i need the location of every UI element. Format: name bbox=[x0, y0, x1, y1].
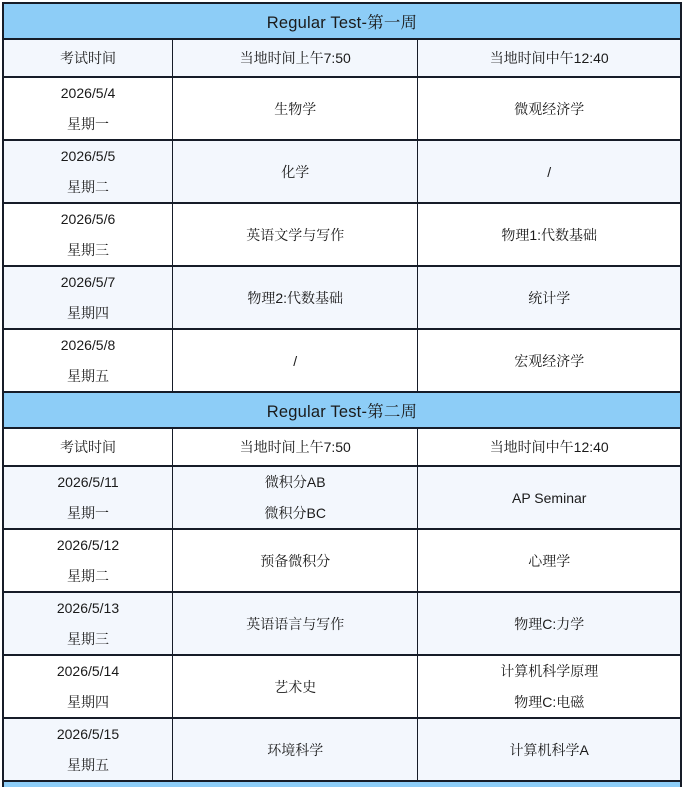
subject: 物理C:力学 bbox=[514, 615, 585, 632]
subject: 物理1:代数基础 bbox=[501, 226, 598, 243]
noon-exam-cell bbox=[418, 655, 681, 718]
subject: AP Seminar bbox=[511, 489, 587, 506]
header-noon-time: 当地时间中午12:40 bbox=[418, 428, 681, 466]
section-title-week1: Regular Test-第一周 bbox=[3, 3, 681, 39]
subject: 艺术史 bbox=[274, 678, 317, 695]
morning-exam-cell bbox=[173, 329, 418, 392]
table-row bbox=[3, 529, 681, 592]
noon-exam-cell bbox=[418, 592, 681, 655]
exam-weekday: 星期四 bbox=[67, 305, 109, 321]
header-row-week1 bbox=[3, 39, 681, 77]
morning-exam-cell bbox=[173, 592, 418, 655]
subject: 环境科学 bbox=[267, 741, 324, 758]
exam-weekday: 星期五 bbox=[67, 757, 109, 773]
header-exam-time: 考试时间 bbox=[3, 428, 173, 466]
header-noon-time: 当地时间中午12:40 bbox=[418, 39, 681, 77]
noon-exam-cell bbox=[418, 718, 681, 781]
subject: 心理学 bbox=[528, 552, 571, 569]
exam-date: 2026/5/8 bbox=[60, 337, 116, 353]
subject: 物理2:代数基础 bbox=[247, 289, 344, 306]
exam-date-cell bbox=[3, 77, 173, 140]
exam-weekday: 星期四 bbox=[67, 694, 109, 710]
table-row bbox=[3, 718, 681, 781]
noon-exam-cell bbox=[418, 140, 681, 203]
header-exam-time: 考试时间 bbox=[3, 39, 173, 77]
exam-date: 2026/5/11 bbox=[57, 474, 119, 490]
morning-exam-cell bbox=[173, 466, 418, 529]
exam-date-cell bbox=[3, 266, 173, 329]
exam-weekday: 星期五 bbox=[67, 368, 109, 384]
morning-exam-cell bbox=[173, 266, 418, 329]
table-row bbox=[3, 329, 681, 392]
table-row bbox=[3, 140, 681, 203]
exam-weekday: 星期二 bbox=[67, 179, 109, 195]
table-row bbox=[3, 266, 681, 329]
subject: 预备微积分 bbox=[260, 552, 331, 569]
exam-date: 2026/5/6 bbox=[60, 211, 116, 227]
morning-exam-cell bbox=[173, 718, 418, 781]
exam-date-cell bbox=[3, 466, 173, 529]
section-title-week2: Regular Test-第二周 bbox=[3, 392, 681, 428]
exam-date: 2026/5/4 bbox=[60, 85, 116, 101]
subject: 微积分AB bbox=[264, 474, 326, 490]
morning-exam-cell bbox=[173, 140, 418, 203]
subject: 微积分BC bbox=[264, 505, 326, 521]
exam-weekday: 星期一 bbox=[67, 116, 109, 132]
subject: 宏观经济学 bbox=[514, 352, 585, 369]
exam-weekday: 星期三 bbox=[67, 631, 109, 647]
noon-exam-cell bbox=[418, 203, 681, 266]
exam-date-cell bbox=[3, 592, 173, 655]
subject: 物理C:电磁 bbox=[514, 694, 585, 710]
subject: 英语语言与写作 bbox=[246, 615, 345, 632]
morning-exam-cell bbox=[173, 655, 418, 718]
next-section-title-peek bbox=[2, 782, 682, 787]
exam-date-cell bbox=[3, 203, 173, 266]
exam-weekday: 星期三 bbox=[67, 242, 109, 258]
table-row bbox=[3, 655, 681, 718]
exam-date: 2026/5/15 bbox=[56, 726, 120, 742]
exam-schedule-table bbox=[2, 2, 682, 782]
subject: 生物学 bbox=[274, 100, 317, 117]
noon-exam-cell bbox=[418, 329, 681, 392]
exam-date: 2026/5/7 bbox=[60, 274, 116, 290]
exam-date: 2026/5/5 bbox=[60, 148, 116, 164]
subject: / bbox=[547, 163, 552, 180]
exam-weekday: 星期一 bbox=[67, 505, 109, 521]
exam-date: 2026/5/12 bbox=[56, 537, 120, 553]
subject: 统计学 bbox=[528, 289, 571, 306]
noon-exam-cell bbox=[418, 529, 681, 592]
exam-date: 2026/5/14 bbox=[56, 663, 120, 679]
exam-date: 2026/5/13 bbox=[56, 600, 120, 616]
section-title-row-week2 bbox=[3, 392, 681, 428]
exam-date-cell bbox=[3, 529, 173, 592]
header-morning-time: 当地时间上午7:50 bbox=[173, 428, 418, 466]
exam-date-cell bbox=[3, 329, 173, 392]
section-title-row-week1 bbox=[3, 3, 681, 39]
subject: 计算机科学原理 bbox=[500, 663, 599, 679]
noon-exam-cell bbox=[418, 266, 681, 329]
table-row bbox=[3, 77, 681, 140]
table-row bbox=[3, 592, 681, 655]
subject: 英语文学与写作 bbox=[246, 226, 345, 243]
morning-exam-cell bbox=[173, 203, 418, 266]
noon-exam-cell bbox=[418, 77, 681, 140]
subject: 化学 bbox=[281, 163, 310, 180]
subject: 微观经济学 bbox=[514, 100, 585, 117]
table-row bbox=[3, 466, 681, 529]
exam-weekday: 星期二 bbox=[67, 568, 109, 584]
morning-exam-cell bbox=[173, 77, 418, 140]
morning-exam-cell bbox=[173, 529, 418, 592]
table-row bbox=[3, 203, 681, 266]
exam-date-cell bbox=[3, 140, 173, 203]
exam-date-cell bbox=[3, 718, 173, 781]
noon-exam-cell bbox=[418, 466, 681, 529]
subject: 计算机科学A bbox=[509, 741, 589, 758]
subject: / bbox=[293, 352, 298, 369]
header-row-week2 bbox=[3, 428, 681, 466]
header-morning-time: 当地时间上午7:50 bbox=[173, 39, 418, 77]
exam-date-cell bbox=[3, 655, 173, 718]
